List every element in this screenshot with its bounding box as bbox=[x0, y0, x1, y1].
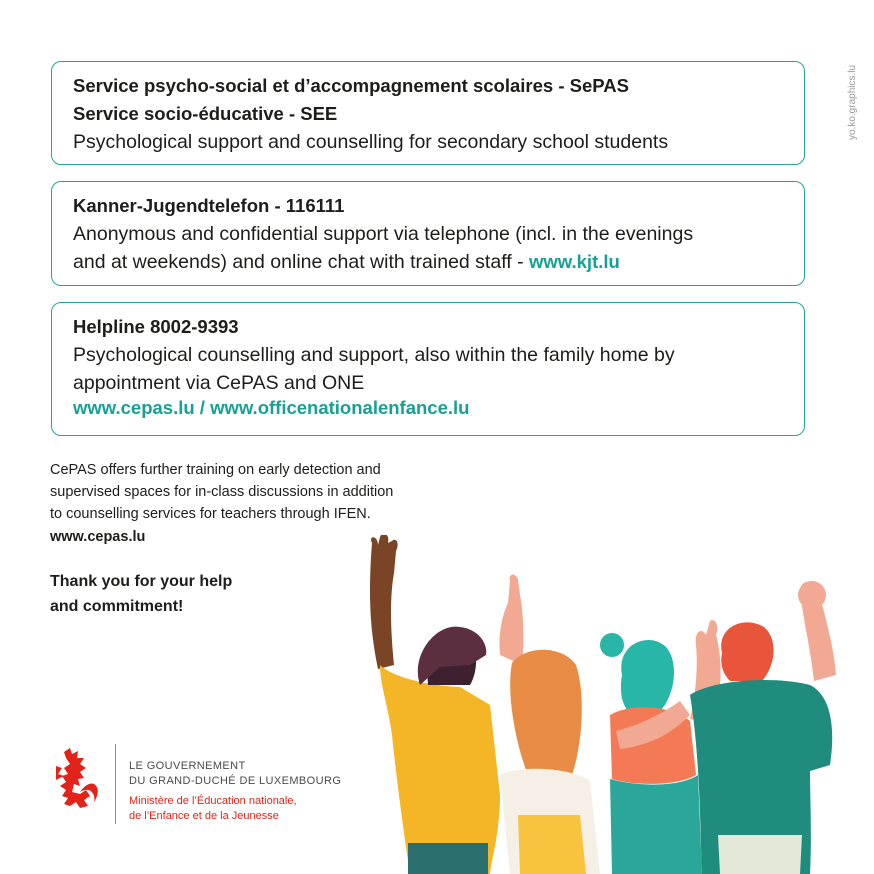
ministry-line: de l’Enfance et de la Jeunesse bbox=[129, 810, 279, 822]
people-illustration bbox=[350, 535, 850, 874]
red-lion-icon bbox=[50, 746, 102, 816]
thanks-line: Thank you for your help bbox=[50, 573, 233, 590]
card-helpline bbox=[51, 302, 805, 436]
gov-line: DU GRAND-DUCHÉ DE LUXEMBOURG bbox=[129, 775, 342, 787]
card-sepas bbox=[51, 61, 805, 165]
cepas-one-links[interactable]: www.cepas.lu / www.officenationalenfance.lu bbox=[73, 397, 470, 418]
thank-you-message bbox=[50, 569, 232, 619]
card-description-line: Anonymous and confidential support via telephone (incl. in the evenings bbox=[73, 223, 694, 245]
cepas-link[interactable]: www.cepas.lu bbox=[50, 529, 146, 545]
note-line: CePAS offers further training on early detection and bbox=[50, 462, 381, 478]
card-title: Kanner-Jugendtelefon - 116111 bbox=[73, 195, 345, 216]
thanks-line: and commitment! bbox=[50, 598, 184, 615]
card-kjt bbox=[51, 181, 805, 286]
illustrator-credit: yo.ko.graphics.lu bbox=[847, 64, 858, 140]
card-title: Helpline 8002-9393 bbox=[73, 316, 239, 337]
card-description-line: appointment via CePAS and ONE bbox=[73, 372, 365, 394]
cepas-note bbox=[50, 459, 460, 525]
kjt-link[interactable]: www.kjt.lu bbox=[529, 251, 620, 272]
note-line: supervised spaces for in-class discussions in addition bbox=[50, 484, 394, 500]
government-name bbox=[129, 759, 341, 789]
ministry-line: Ministère de l’Éducation nationale, bbox=[129, 795, 297, 807]
ministry-name bbox=[129, 794, 297, 824]
gov-line: LE GOUVERNEMENT bbox=[129, 760, 246, 772]
card-description-line: and at weekends) and online chat with trained staff - www.kjt.lu bbox=[73, 251, 620, 273]
note-line: to counselling services for teachers through IFEN. bbox=[50, 506, 371, 522]
card-title-line: Service socio-éducative - SEE bbox=[73, 103, 338, 124]
card-description-line: Psychological counselling and support, also within the family home by bbox=[73, 344, 675, 366]
card-title-line: Service psycho-social et d’accompagnement scolaires - SePAS bbox=[73, 75, 629, 96]
logo-divider bbox=[115, 744, 116, 824]
card-description: Psychological support and counselling for secondary school students bbox=[73, 131, 669, 153]
